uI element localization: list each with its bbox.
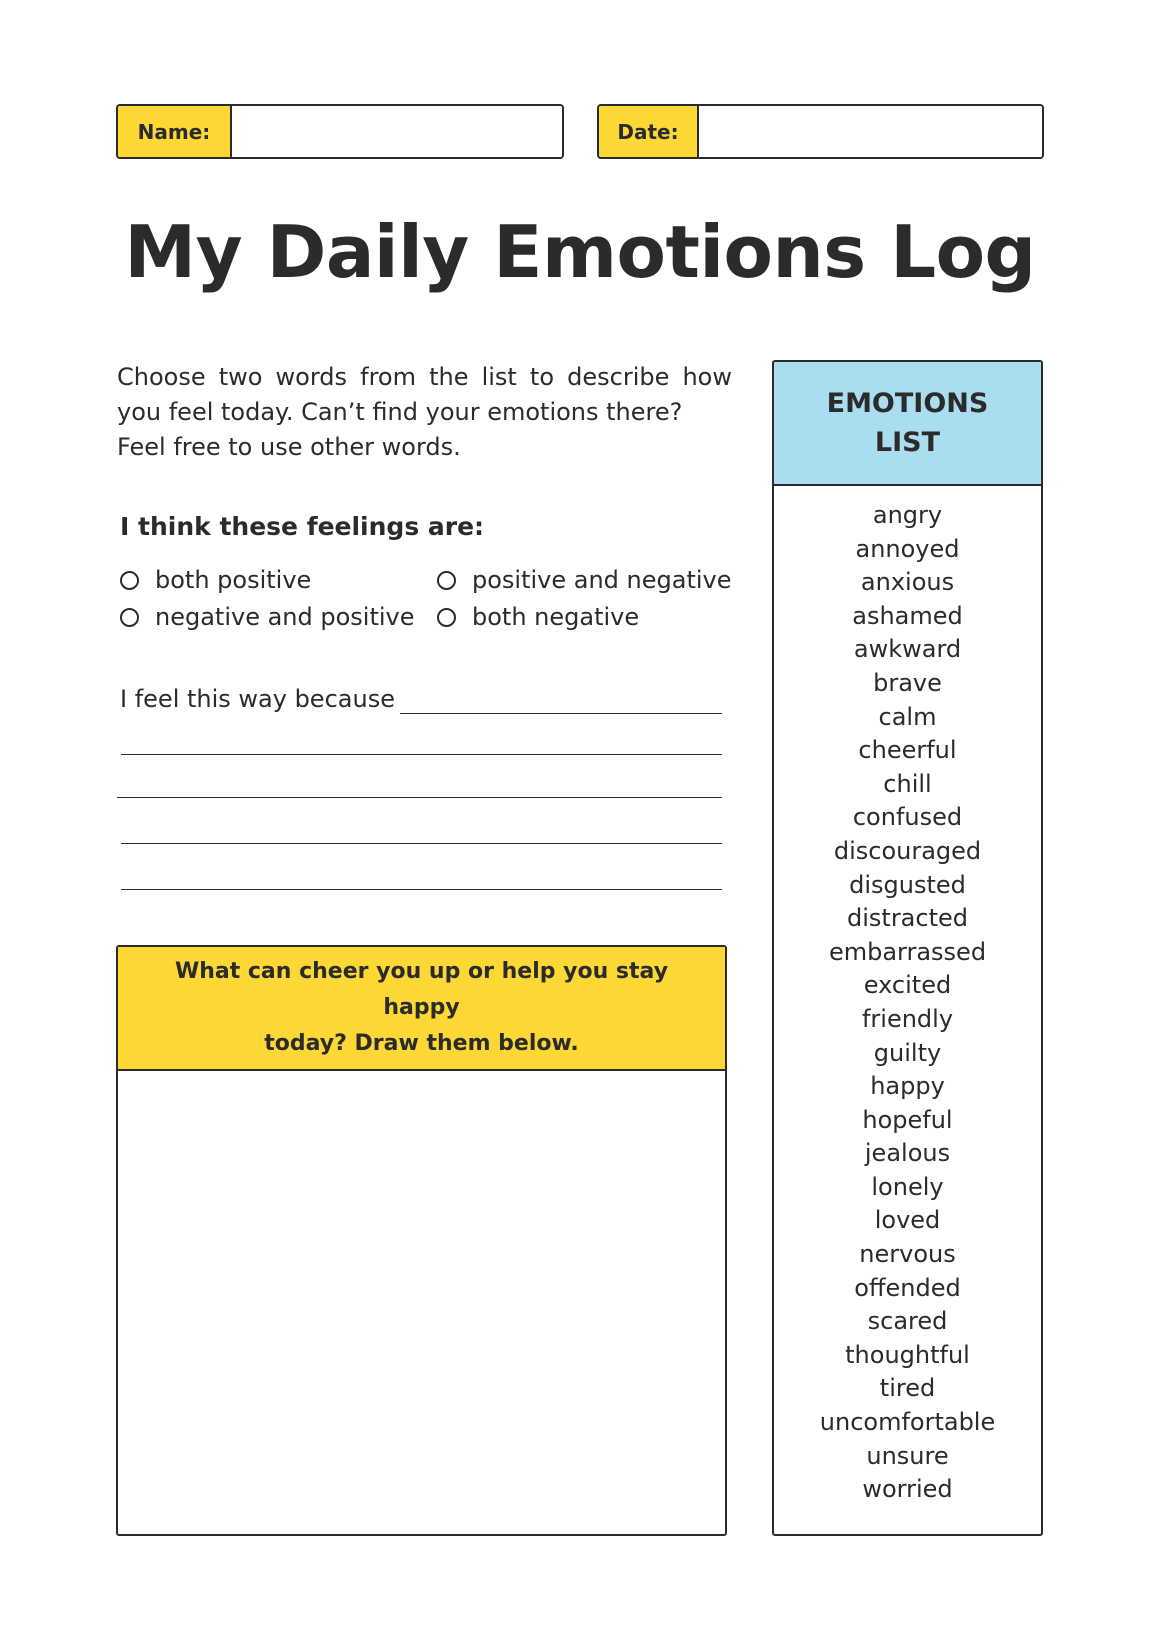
date-input[interactable] (699, 106, 1042, 157)
drawing-area[interactable] (118, 1071, 725, 1534)
radio-circle-icon[interactable] (120, 571, 139, 590)
emotion-item: chill (883, 769, 932, 798)
emotion-item: distracted (847, 904, 968, 933)
writing-line[interactable] (121, 843, 722, 844)
writing-line[interactable] (121, 754, 722, 755)
emotion-item: confused (852, 803, 963, 832)
name-label: Name: (118, 106, 232, 157)
intro-line-1: Choose two words from the list to describe how (117, 363, 732, 391)
emotion-item: excited (863, 971, 952, 1000)
option-both-negative[interactable] (437, 603, 639, 631)
emotion-item: calm (878, 702, 937, 731)
emotion-item: friendly (861, 1004, 954, 1033)
emotion-item: worried (862, 1475, 953, 1504)
emotion-item: guilty (873, 1038, 942, 1067)
page-title: My Daily Emotions Log (124, 210, 1036, 294)
option-positive-and-negative[interactable] (437, 566, 732, 594)
emotion-item: loved (874, 1206, 941, 1235)
drawing-box (116, 945, 727, 1536)
emotions-list (774, 486, 1041, 1507)
option-label: both positive (155, 566, 312, 594)
writing-line[interactable] (121, 889, 722, 890)
because-label: I feel this way because (120, 685, 395, 713)
radio-circle-icon[interactable] (437, 571, 456, 590)
emotion-item: embarrassed (828, 937, 987, 966)
option-label: both negative (472, 603, 640, 631)
drawing-prompt-line-1: What can cheer you up or help you stay happy (174, 959, 669, 1020)
emotions-title-line-2: LIST (874, 427, 941, 458)
option-label: positive and negative (472, 566, 732, 594)
emotion-item: hopeful (862, 1105, 953, 1134)
emotion-item: thoughtful (845, 1340, 970, 1369)
name-field (116, 104, 564, 159)
emotion-item: disgusted (849, 870, 966, 899)
radio-circle-icon[interactable] (120, 608, 139, 627)
emotion-item: unsure (866, 1441, 949, 1470)
emotions-list-panel (772, 360, 1043, 1536)
writing-line[interactable] (400, 713, 722, 714)
date-label: Date: (599, 106, 699, 157)
intro-line-3: Feel free to use other words. (117, 433, 461, 461)
emotion-item: ashamed (852, 601, 963, 630)
emotion-item: uncomfortable (819, 1408, 996, 1437)
option-both-positive[interactable] (120, 566, 311, 594)
emotion-item: anxious (860, 568, 955, 597)
emotion-item: offended (854, 1273, 961, 1302)
date-field (597, 104, 1044, 159)
intro-text (117, 360, 732, 465)
feelings-heading: I think these feelings are: (120, 512, 485, 541)
emotions-title-line-1: EMOTIONS (826, 388, 989, 419)
emotion-item: nervous (859, 1240, 956, 1269)
emotion-item: tired (879, 1374, 936, 1403)
emotion-item: brave (873, 668, 942, 697)
drawing-prompt-line-2: today? Draw them below. (264, 1031, 579, 1056)
emotion-item: happy (870, 1072, 945, 1101)
option-label: negative and positive (155, 603, 415, 631)
emotion-item: awkward (853, 635, 962, 664)
drawing-prompt (118, 947, 725, 1071)
option-negative-and-positive[interactable] (120, 603, 415, 631)
emotion-item: angry (872, 501, 943, 529)
emotions-list-title (774, 362, 1041, 486)
emotion-item: cheerful (858, 736, 957, 765)
emotion-item: scared (867, 1307, 948, 1336)
emotion-item: lonely (871, 1172, 944, 1201)
emotion-item: discouraged (833, 836, 982, 865)
emotion-item: annoyed (855, 534, 960, 563)
writing-line[interactable] (117, 797, 722, 798)
intro-line-2: you feel today. Can’t find your emotions there? (117, 398, 683, 426)
emotion-item: jealous (864, 1139, 951, 1168)
name-input[interactable] (232, 106, 562, 157)
radio-circle-icon[interactable] (437, 608, 456, 627)
